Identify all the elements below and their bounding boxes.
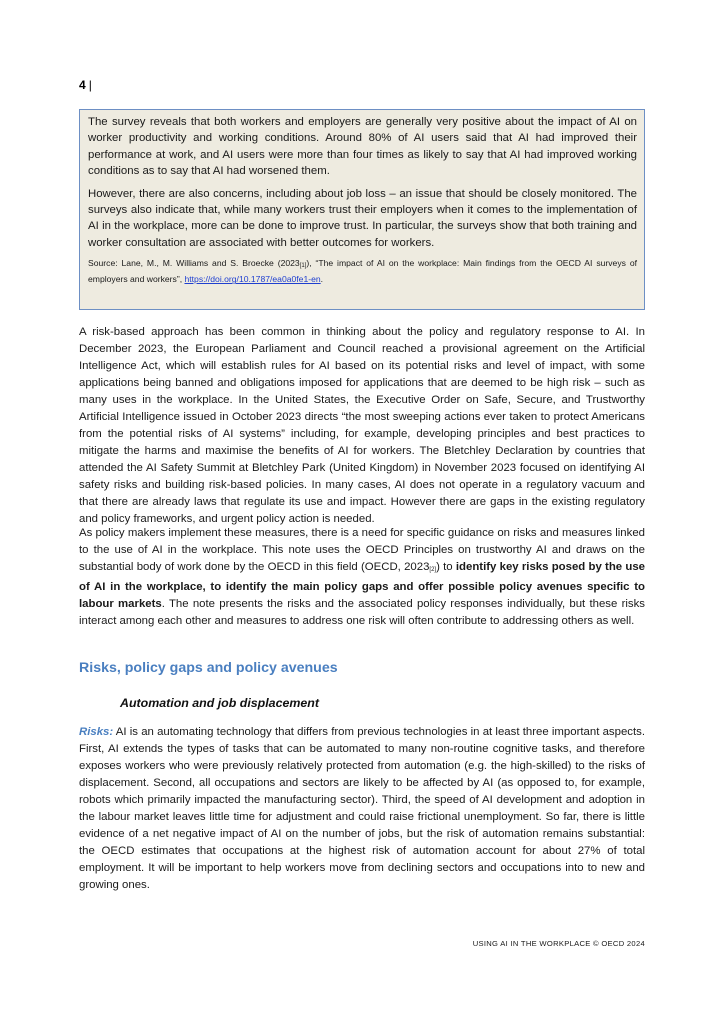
risks-text: AI is an automating technology that differs from previous technologies in at least three important aspects. First, AI extends the types of tasks that can be automated to many non-routine cognitive tasks, and therefore exposes workers who were previously relatively protected from automation (e.g. the high-skilled) to the risks of displacement. Second, all occupations and sectors are likely to be affected by AI (as opposed to, for example, robots which primarily impacted the manufacturing sector). Third, the speed of AI development and adoption in the labour market leaves little time for adjustment and could raise frictional unemployment. So far, there is little evidence of a net negative impact of AI on the number of jobs, but the risk of automation remains substantial: the OECD estimates that occupations at the highest risk of automation account for about 27% of total employment. It will be important to help workers move from declining sectors and occupations into to new and growing ones. [79,726,645,891]
para2-text-c: . The note presents the risks and the associated policy responses individually, but these risks interact among each other and measures to address one risk will often contribute to addressing others as well. [79,598,645,627]
page-number-value: 4 [79,78,86,92]
summary-box [79,109,645,310]
box-paragraph-2: However, there are also concerns, including about job loss – an issue that should be closely monitored. The surveys also indicate that, while many workers trust their employers when it comes to the implementation of AI in the workplace, more can be done to improve trust. In particular, the surveys show that both training and worker consultation are associated with better outcomes for workers. [88,187,637,249]
para2-text-a: As policy makers implement these measures, there is a need for specific guidance on risks and measures linked to the use of AI in the workplace. This note uses the OECD Principles on trustworthy AI and draws on the substantial body of work done by the OECD in this field (OECD, 2023 [79,527,645,573]
source-ref: [1] [299,263,307,270]
para2-bold: identify key risks posed by the use of AI in the workplace, to identify the main policy gaps and offer possible policy avenues specific to labour markets [79,561,645,610]
page-number-separator: | [88,78,92,92]
para2-text-b: ) to [436,561,456,573]
source-prefix: Source: Lane, M., M. Williams and S. Broecke (2023 [88,258,300,269]
body-paragraph-2 [79,525,645,630]
page-number [79,78,92,92]
para2-ref: [2] [429,567,437,573]
source-doi-link[interactable]: https://doi.org/10.1787/ea0a0fe1-en [184,274,321,285]
subheading: Automation and job displacement [120,696,319,710]
box-source [88,257,637,286]
body-paragraph-1: A risk-based approach has been common in thinking about the policy and regulatory response to AI. In December 2023, the European Parliament and Council reached a provisional agreement on the Artificial Intelligence Act, which will establish rules for AI based on its potential risks and level of impact, with some applications being banned and obligations imposed for applications that are deemed to be high risk – such as many uses in the workplace. In the United States, the Executive Order on Safe, Secure, and Trustworthy Artificial Intelligence issued in October 2023 directs “the most sweeping actions ever taken to protect Americans from the potential risks of AI systems” including, for example, developing principles and best practices to mitigate the harms and maximise the benefits of AI for workers. The Bletchley Declaration by countries that attended the AI Safety Summit at Bletchley Park (United Kingdom) in November 2023 focused on identifying AI safety risks and building risk-based policies. In many cases, AI does not operate in a regulatory vacuum and that there are already laws that regulate its use and impact. However there are gaps in the existing regulatory and policy frameworks, and urgent policy action is needed. [79,326,645,525]
page-footer: USING AI IN THE WORKPLACE © OECD 2024 [472,939,645,948]
box-paragraph-1: The survey reveals that both workers and employers are generally very positive about the impact of AI on worker productivity and working conditions. Around 80% of AI users said that AI had improved their performance at work, and AI users were more than four times as likely to say that AI had improved working conditions as to say that AI had worsened them. [88,116,637,178]
risks-label: Risks: [79,726,114,738]
source-title: ), “The impact of AI on the workplace: Main findings from the OECD AI surveys of employers and workers”, [88,258,637,285]
source-end: . [320,274,324,285]
risks-paragraph [79,724,645,894]
section-heading: Risks, policy gaps and policy avenues [79,660,338,676]
